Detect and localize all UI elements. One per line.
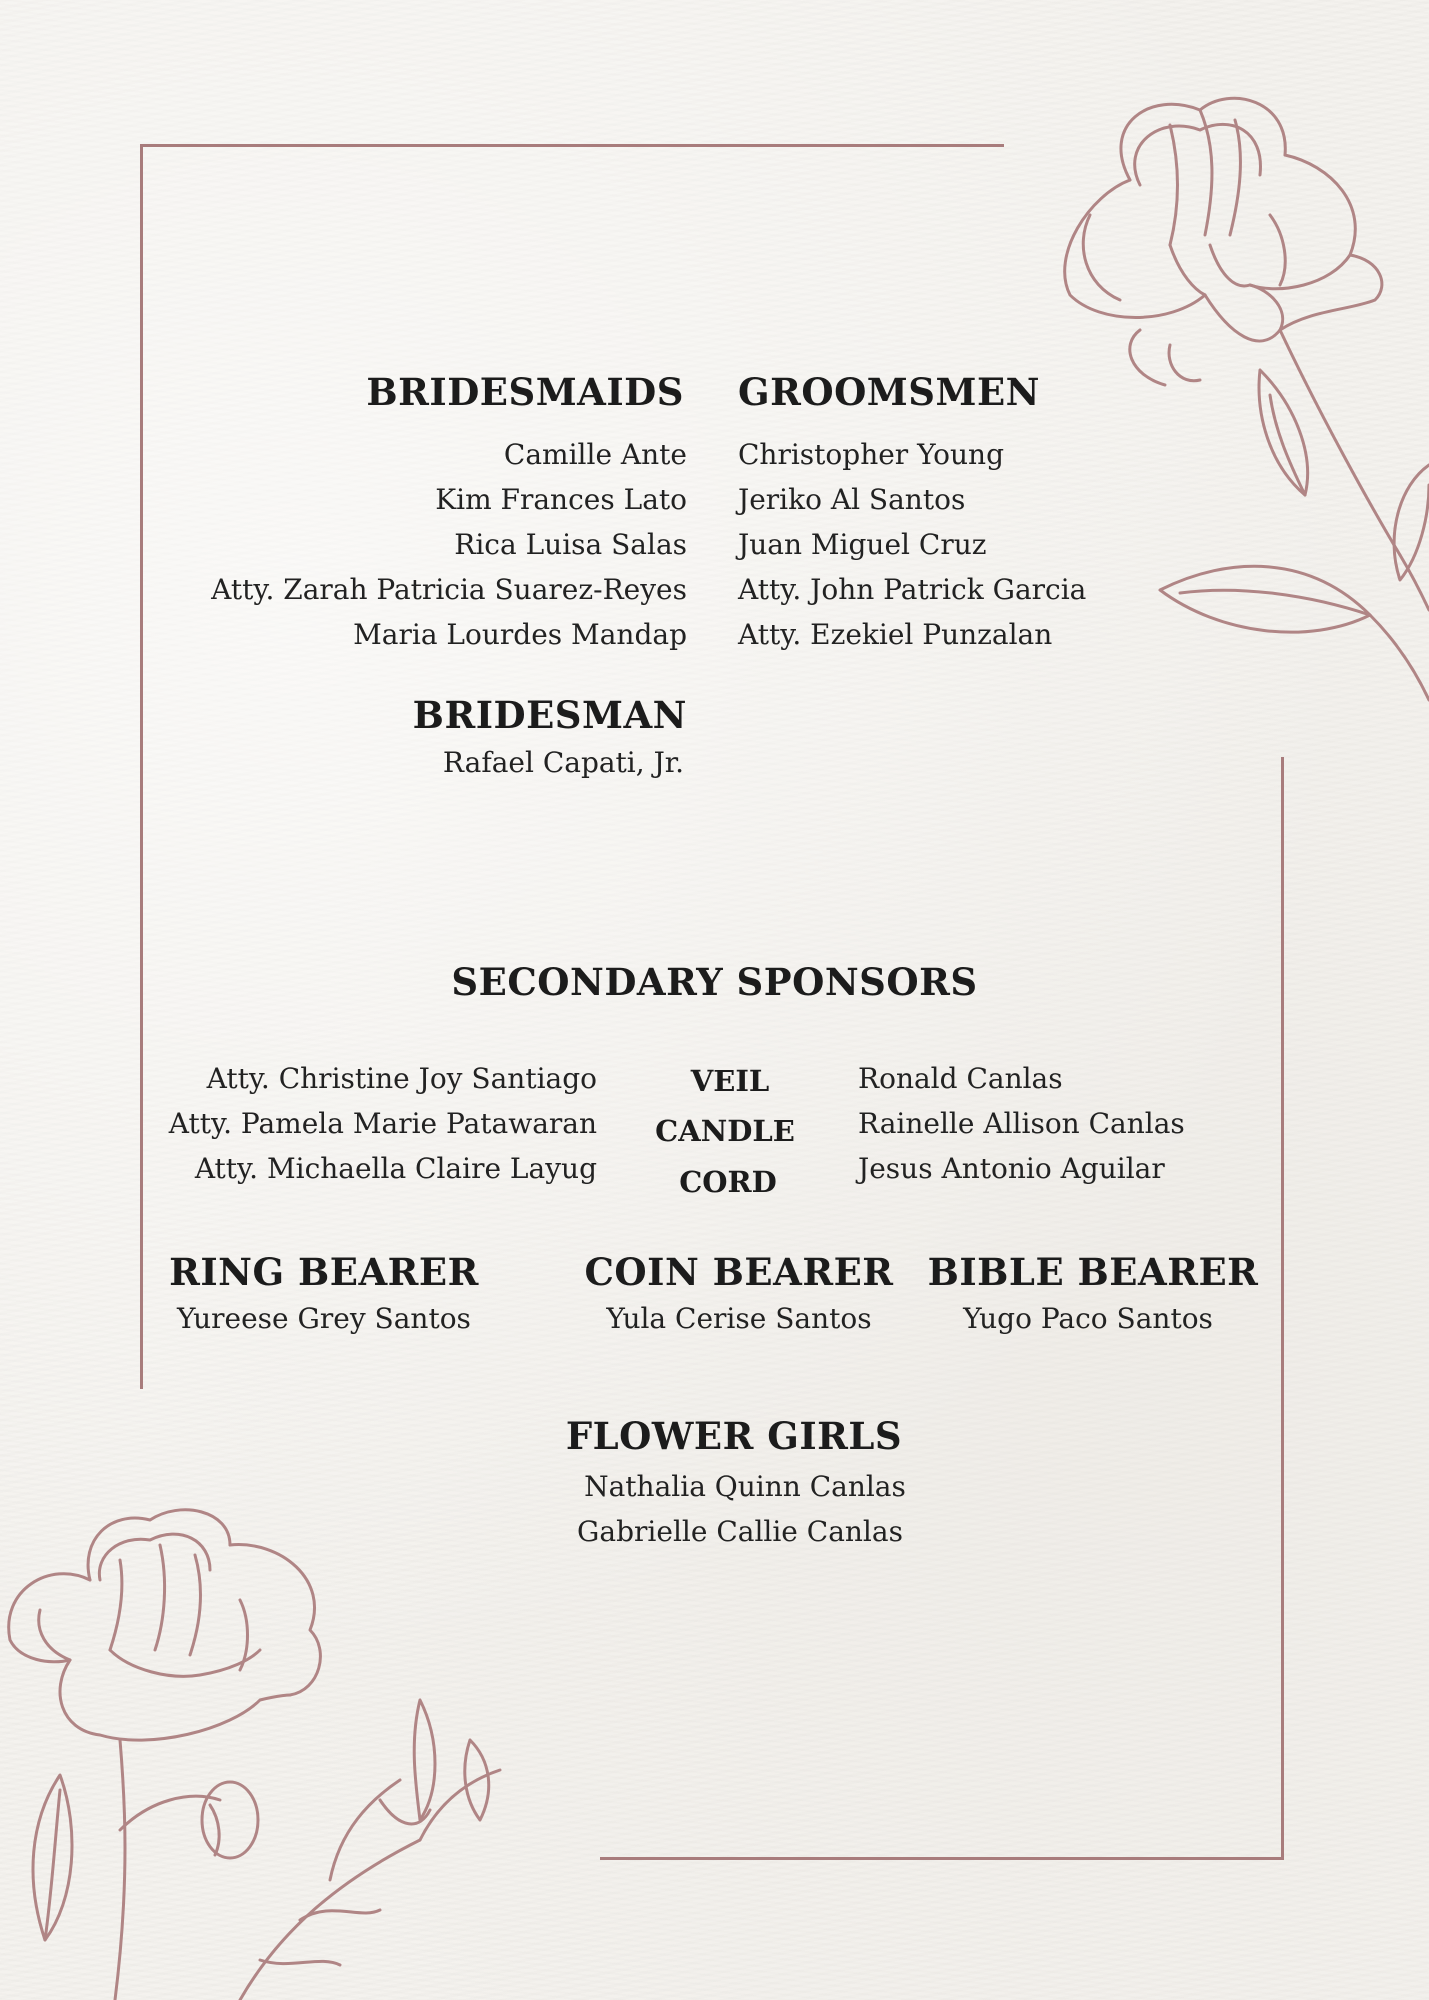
sponsor-left-name: Atty. Michaella Claire Layug	[194, 1152, 597, 1185]
bible-bearer-name: Yugo Paco Santos	[963, 1302, 1213, 1335]
groomsman-name: Atty. John Patrick Garcia	[738, 573, 1087, 606]
flower-top-right-icon	[1030, 85, 1429, 725]
bridesmaids-heading: BRIDESMAIDS	[366, 370, 684, 414]
bible-bearer-heading: BIBLE BEARER	[927, 1250, 1259, 1294]
groomsman-name: Jeriko Al Santos	[738, 483, 966, 516]
bridesman-name: Rafael Capati, Jr.	[442, 746, 684, 779]
ring-bearer-heading: RING BEARER	[169, 1250, 479, 1294]
sponsor-right-name: Rainelle Allison Canlas	[858, 1107, 1185, 1140]
frame-left-line	[140, 144, 143, 1389]
groomsman-name: Atty. Ezekiel Punzalan	[738, 618, 1053, 651]
groomsman-name: Christopher Young	[738, 438, 1004, 471]
bridesman-heading: BRIDESMAN	[412, 693, 687, 737]
secondary-sponsors-heading: SECONDARY SPONSORS	[451, 960, 978, 1004]
groomsman-name: Juan Miguel Cruz	[738, 528, 987, 561]
sponsor-left-name: Atty. Pamela Marie Patawaran	[168, 1107, 597, 1140]
groomsmen-heading: GROOMSMEN	[738, 370, 1040, 414]
flower-girl-name: Gabrielle Callie Canlas	[577, 1515, 903, 1548]
sponsor-role-candle: CANDLE	[655, 1114, 795, 1148]
bridesmaid-name: Kim Frances Lato	[435, 483, 687, 516]
coin-bearer-heading: COIN BEARER	[584, 1250, 894, 1294]
sponsor-left-name: Atty. Christine Joy Santiago	[206, 1062, 597, 1095]
coin-bearer-name: Yula Cerise Santos	[606, 1302, 872, 1335]
flower-girls-heading: FLOWER GIRLS	[565, 1414, 903, 1458]
frame-bottom-line	[600, 1857, 1284, 1860]
bridesmaid-name: Atty. Zarah Patricia Suarez-Reyes	[211, 573, 687, 606]
bridesmaid-name: Rica Luisa Salas	[454, 528, 687, 561]
flower-girl-name: Nathalia Quinn Canlas	[584, 1470, 906, 1503]
bridesmaid-name: Maria Lourdes Mandap	[353, 618, 687, 651]
sponsor-role-veil: VEIL	[690, 1064, 770, 1098]
sponsor-right-name: Jesus Antonio Aguilar	[858, 1152, 1165, 1185]
sponsor-role-cord: CORD	[679, 1165, 777, 1199]
sponsor-right-name: Ronald Canlas	[858, 1062, 1063, 1095]
flower-bottom-left-icon	[0, 1500, 520, 2000]
bridesmaid-name: Camille Ante	[503, 438, 687, 471]
frame-top-line	[140, 144, 1004, 147]
ring-bearer-name: Yureese Grey Santos	[177, 1302, 471, 1335]
